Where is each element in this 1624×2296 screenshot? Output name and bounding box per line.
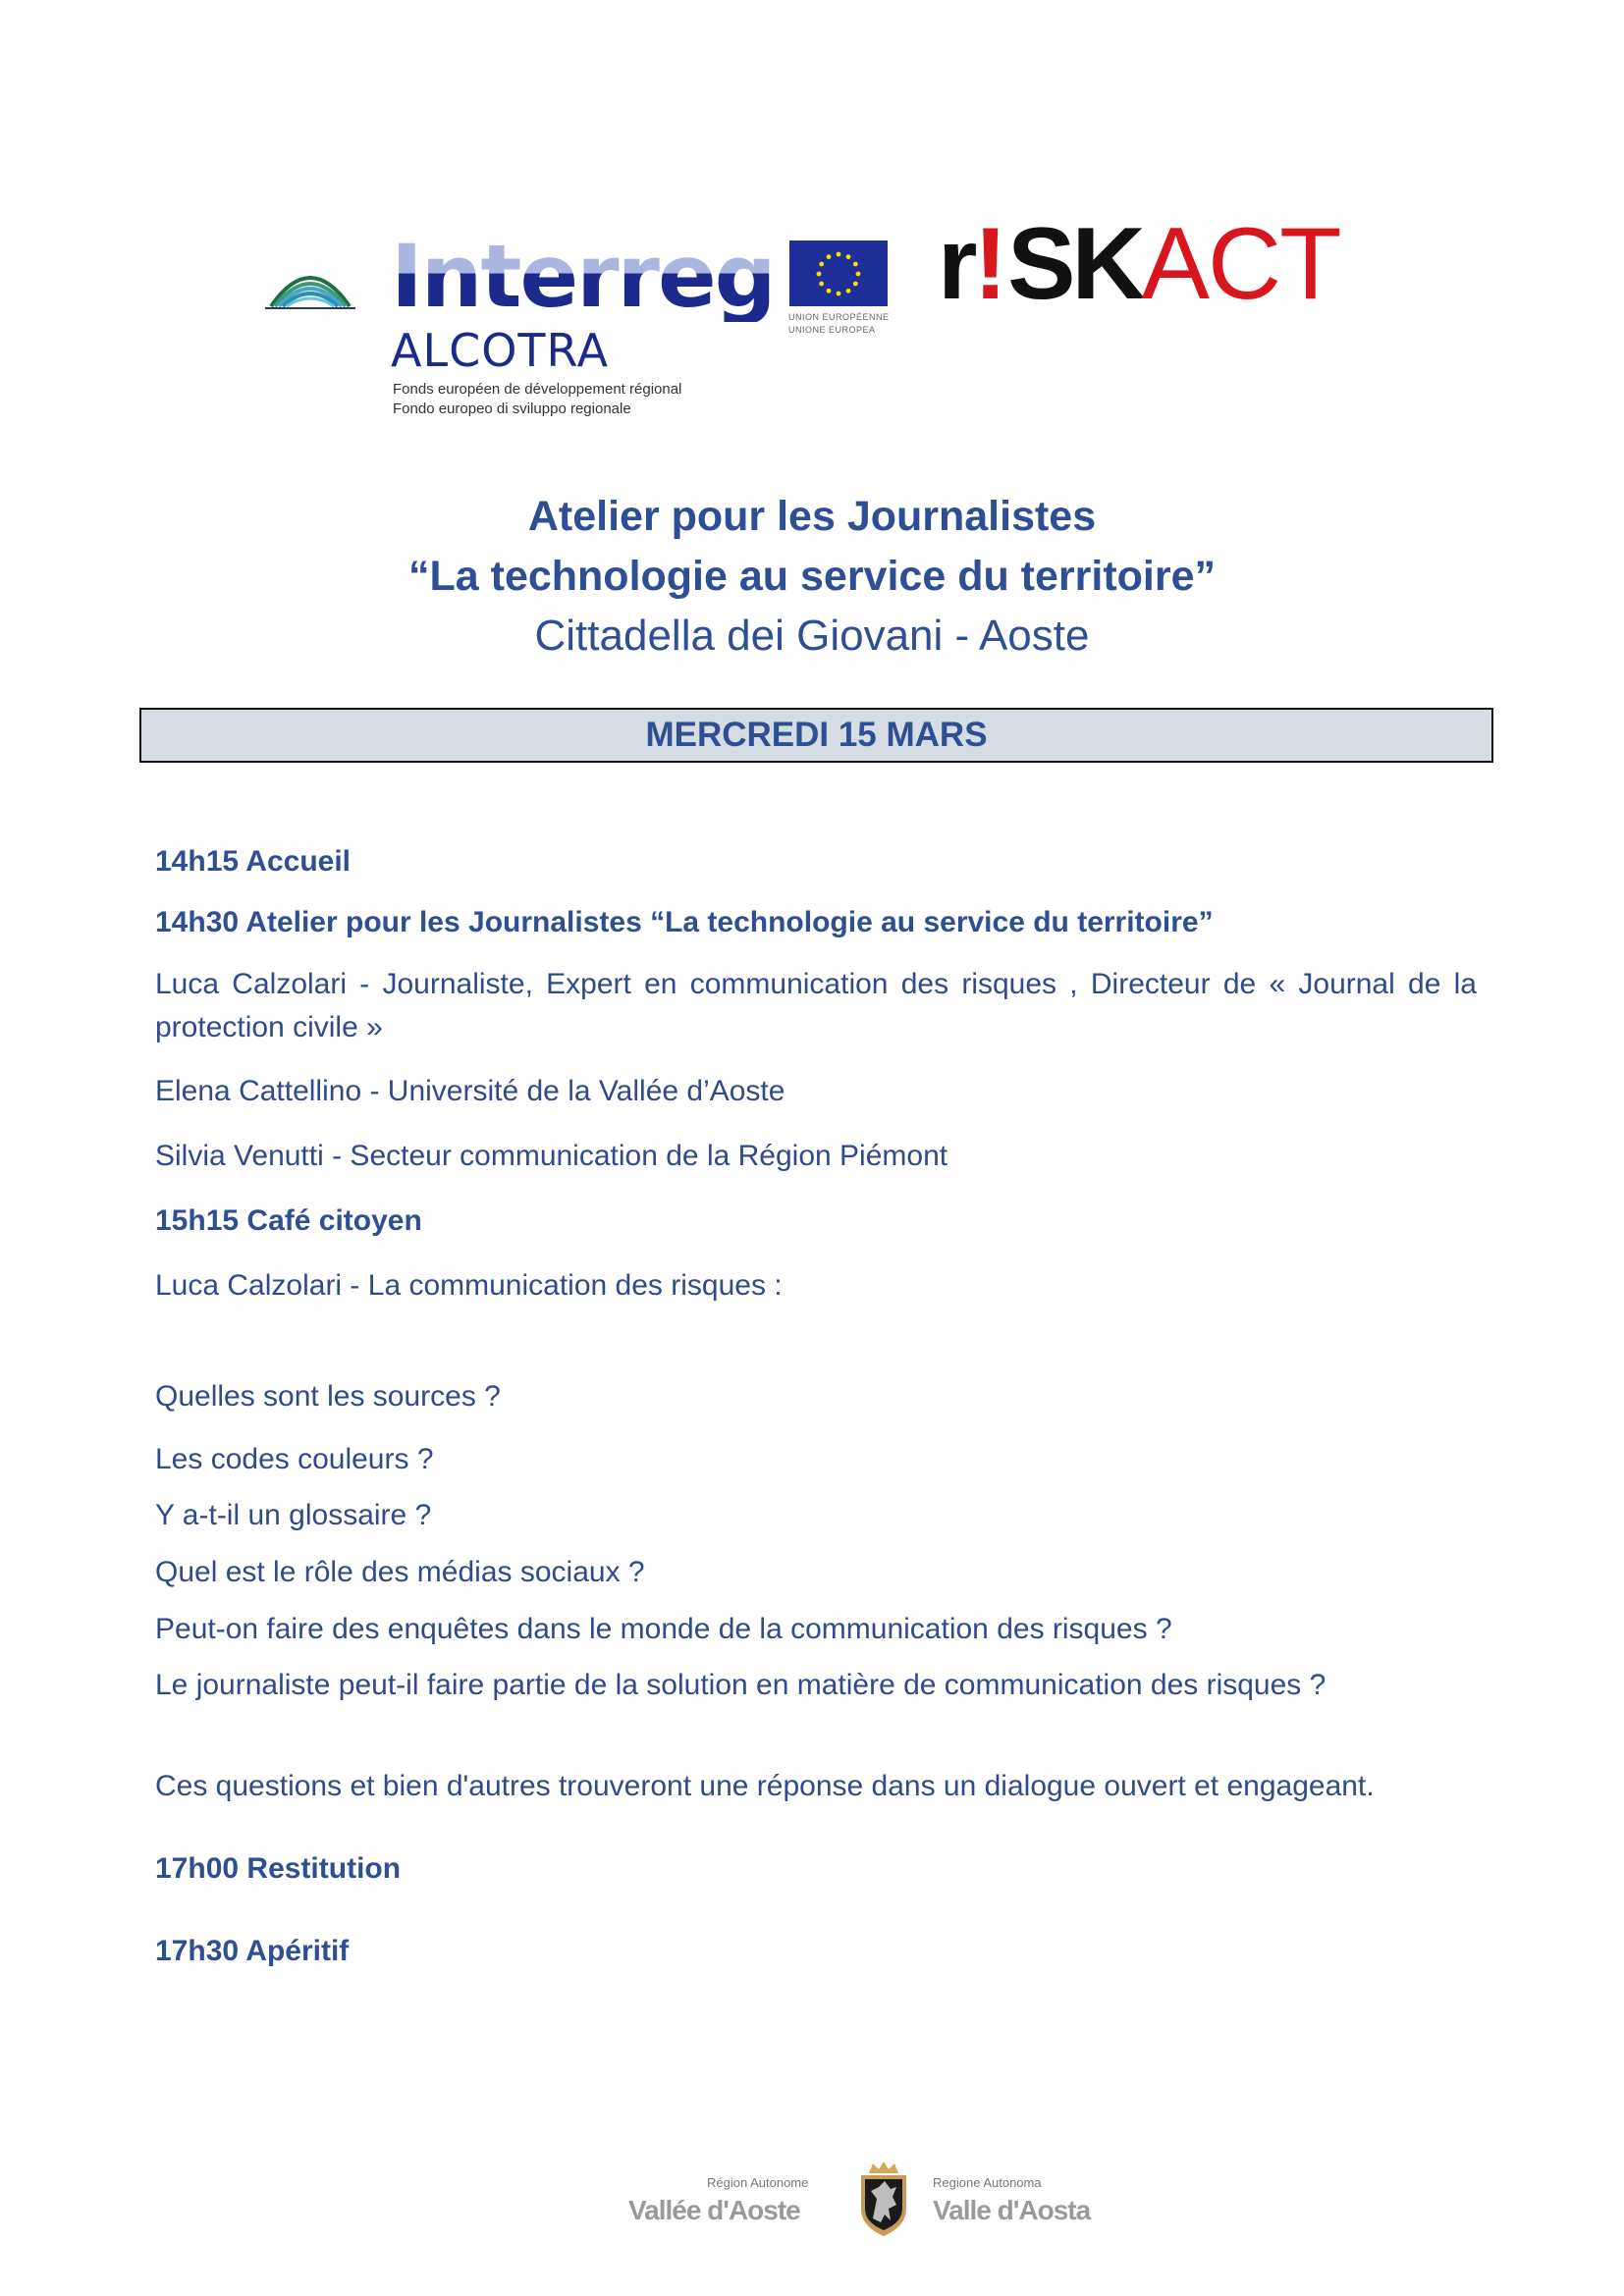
riskact-r: r (938, 207, 974, 321)
question-item: Quelles sont les sources ? (155, 1380, 501, 1413)
eu-star-icon (819, 262, 824, 267)
fund-fr-text: Fonds européen de développement régional (393, 381, 682, 398)
speaker-silvia-venutti: Silvia Venutti - Secteur communication de la Région Piémont (155, 1140, 948, 1172)
eu-star-icon (827, 254, 832, 259)
question-item: Les codes couleurs ? (155, 1443, 434, 1475)
program-item-restitution: 17h00 Restitution (155, 1852, 402, 1885)
eu-star-icon (817, 272, 822, 277)
fund-it-text: Fondo europeo di sviluppo regionale (393, 400, 631, 417)
eu-star-icon (837, 292, 841, 296)
eu-flag-icon (789, 240, 888, 306)
program-item-accueil: 14h15 Accueil (155, 845, 351, 878)
program-item-atelier: 14h30 Atelier pour les Journalistes “La technologie au service du territoire” (155, 906, 1214, 938)
speaker-elena-cattellino: Elena Cattellino - Université de la Vallée d’Aoste (155, 1075, 785, 1107)
question-item: Y a-t-il un glossaire ? (155, 1499, 432, 1531)
eu-star-icon (856, 272, 861, 277)
eu-star-icon (827, 289, 832, 294)
region-it-big: Valle d'Aosta (933, 2195, 1091, 2225)
riskact-exclamation: ! (973, 207, 1008, 321)
region-valle-aosta-logo (609, 2150, 1159, 2248)
closing-text: Ces questions et bien d'autres trouveront une réponse dans un dialogue ouvert et engageant. (155, 1770, 1375, 1802)
eu-star-icon (819, 282, 824, 287)
alpine-arc-logo-icon (263, 257, 357, 310)
speaker-luca-calzolari-cafe: Luca Calzolari - La communication des risques : (155, 1269, 783, 1302)
date-banner (139, 708, 1493, 763)
eu-star-icon (846, 289, 851, 294)
eu-star-icon (853, 262, 858, 267)
eu-star-icon (846, 254, 851, 259)
alcotra-logo-text: ALCOTRA (391, 324, 610, 377)
region-fr-small: Région Autonome (707, 2175, 809, 2190)
page-subtitle: “La technologie au service du territoire” (408, 553, 1216, 600)
event-location: Cittadella dei Giovani - Aoste (534, 612, 1090, 660)
eu-label-fr: UNION EUROPÉENNE (788, 312, 890, 322)
riskact-sk: SK (1007, 207, 1142, 321)
program-item-cafe: 15h15 Café citoyen (155, 1204, 422, 1237)
eu-label-it: UNIONE EUROPEA (788, 325, 876, 335)
program-item-aperitif: 17h30 Apéritif (155, 1935, 350, 1967)
interreg-logo (391, 226, 775, 327)
question-item: Le journaliste peut-il faire partie de la solution en matière de communication des risques ? (155, 1669, 1326, 1701)
region-fr-big: Vallée d'Aoste (628, 2195, 800, 2225)
question-item: Quel est le rôle des médias sociaux ? (155, 1556, 645, 1588)
riskact-logo (938, 207, 1340, 321)
region-it-small: Regione Autonoma (933, 2175, 1042, 2190)
riskact-act: ACT (1141, 207, 1340, 321)
interreg-logo-text: Interreg (391, 226, 775, 327)
page-title: Atelier pour les Journalistes (527, 493, 1097, 540)
speaker-luca-calzolari: Luca Calzolari - Journaliste, Expert en communication des risques , Directeur de « Journal de la protection civile » (155, 968, 1477, 1043)
date-banner-text: MERCREDI 15 MARS (645, 716, 988, 754)
coat-of-arms-icon (855, 2160, 912, 2238)
question-item: Peut-on faire des enquêtes dans le monde de la communication des risques ? (155, 1613, 1172, 1645)
eu-star-icon (837, 252, 841, 257)
eu-star-icon (853, 282, 858, 287)
